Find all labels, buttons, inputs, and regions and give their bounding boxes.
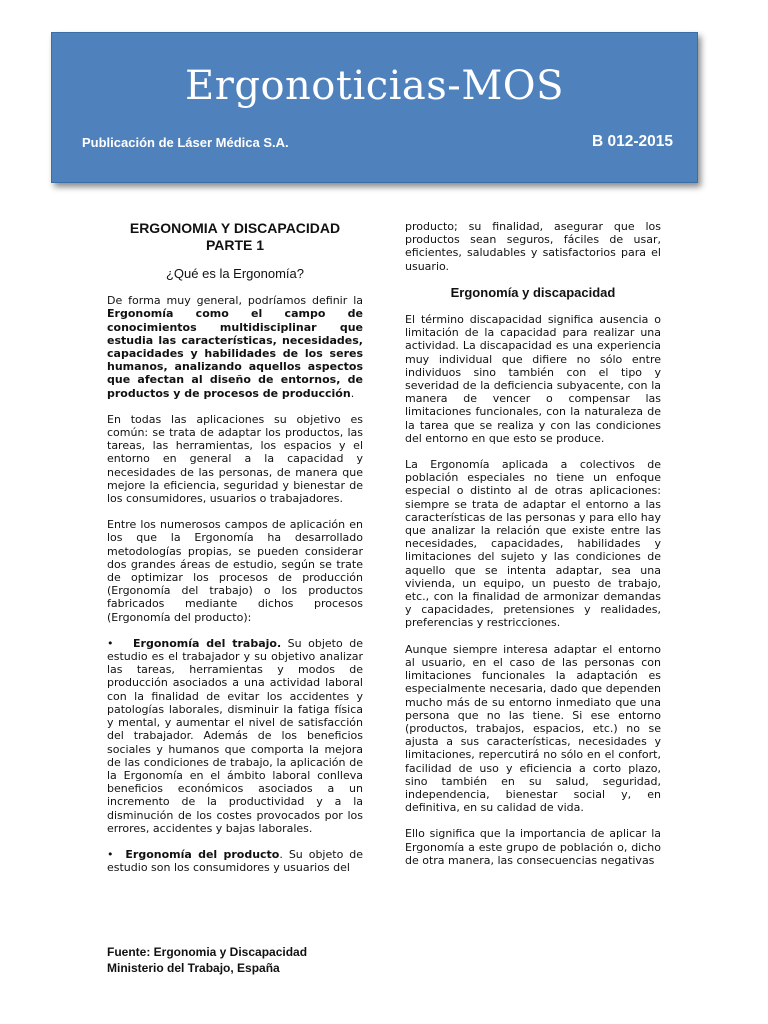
source-line-2: Ministerio del Trabajo, España [107, 961, 280, 975]
bullet-work-ergonomics [107, 637, 363, 835]
definition-bold: Ergonomía como el campo de conocimientos multidisciplinar que estudia las características, necesidades, capacidades y habilidades de los seres humanos, analizando aquellos aspectos que afectan al diseño de entornos, de productos y de procesos de producción [107, 307, 363, 400]
issue-number: B 012-2015 [592, 133, 674, 150]
right-column [405, 220, 661, 880]
newsletter-title: Ergonoticias-MOS [185, 63, 564, 109]
section-heading-disability: Ergonomía y discapacidad [450, 284, 616, 300]
bullet-product-text: . Su objeto de estudio son los consumidores y usuarios del [107, 847, 363, 875]
continued-paragraph: producto; su finalidad, asegurar que los productos sean seguros, fáciles de usar, eficientes, saludables y satisfactorios para el usuario. [405, 220, 661, 273]
left-column [107, 220, 363, 887]
bullet-dot-icon: • [107, 847, 126, 861]
publisher-line: Publicación de Láser Médica S.A. [82, 135, 289, 150]
bullet-product-head: Ergonomía del producto [125, 847, 280, 861]
special-populations-paragraph: La Ergonomía aplicada a colectivos de población especiales no tiene un enfoque especial o distinto al de otras aplicaciones: siempre se trata de adaptar el entorno a las características de las personas y para ello hay que analizar la relación que existe entre las necesidades, capacidades, habilidades y limitaciones del sujeto y las condiciones de aquello que se intenta adaptar, sea una vivienda, un equipo, un puesto de trabajo, etc., con la finalidad de armonizar demandas y capacidades, pretensiones y realidades, preferencias y restricciones. [405, 458, 661, 630]
article-title [107, 220, 363, 254]
bullet-product-ergonomics [107, 848, 363, 874]
disability-paragraph: El término discapacidad significa ausencia o limitación de la capacidad para realizar una actividad. La discapacidad es una experiencia muy individual que difiere no sólo entre individuos sino también con el tipo y severidad de la deficiencia subyacente, con la manera de vencer o compensar las limitaciones funcionales, con la naturaleza de la tarea que se realiza y con las condiciones del entorno en que esto se produce. [405, 313, 661, 445]
definition-lead: De forma muy general, podríamos definir la [107, 294, 363, 308]
fields-paragraph: Entre los numerosos campos de aplicación en los que la Ergonomía ha desarrollado metodologías propias, se pueden considerar dos grandes áreas de estudio, según se trate de optimizar los procesos de producción (Ergonomía del trabajo) o los productos fabricados mediante dichos procesos (Ergonomía del producto): [107, 518, 363, 624]
bullet-dot-icon: • [107, 636, 134, 650]
importance-paragraph: Ello significa que la importancia de aplicar la Ergonomía a este grupo de población o, dicho de otra manera, las consecuencias negativas [405, 827, 661, 867]
definition-end: . [350, 386, 355, 400]
header-banner [51, 32, 698, 183]
article-title-line1: ERGONOMIA Y DISCAPACIDAD [129, 220, 341, 236]
bullet-work-head: Ergonomía del trabajo. [133, 636, 282, 650]
definition-paragraph [107, 294, 363, 400]
source-credit [107, 944, 307, 976]
objective-paragraph: En todas las aplicaciones su objetivo es común: se trata de adaptar los productos, las tareas, las herramientas, los espacios y el entorno en general a la capacidad y necesidades de las personas, de manera que mejore la eficiencia, seguridad y bienestar de los consumidores, usuarios o trabajadores. [107, 412, 363, 506]
source-line-1: Fuente: Ergonomia y Discapacidad [107, 945, 308, 959]
bullet-work-text: Su objeto de estudio es el trabajador y su objetivo analizar las tareas, herramientas y modos de producción asociados a una actividad laboral con la finalidad de evitar los accidentes y patologías laborales, disminuir la fatiga física y mental, y aumentar el nivel de satisfacción del trabajador. Además de los beneficios sociales y humanos que comporta la mejora de las condiciones de trabajo, la aplicación de la Ergonomía en el ámbito laboral conlleva beneficios económicos asociados a un incremento de la productividad y a la disminución de los costes provocados por los errores, accidentes y bajas laborales. [107, 636, 363, 835]
adaptation-paragraph: Aunque siempre interesa adaptar el entorno al usuario, en el caso de las personas con limitaciones funcionales la adaptación es especialmente necesaria, dado que dependen mucho más de su entorno inmediato que una persona que no las tiene. Si ese entorno (productos, trabajos, espacios, etc.) no se ajusta a sus características, necesidades y limitaciones, repercutirá no sólo en el confort, facilidad de uso y eficiencia a corto plazo, sino también en su salud, seguridad, independencia, bienestar social y, en definitiva, en su calidad de vida. [405, 642, 661, 815]
article-title-line2: PARTE 1 [205, 237, 265, 253]
section-subtitle: ¿Qué es la Ergonomía? [165, 266, 305, 281]
